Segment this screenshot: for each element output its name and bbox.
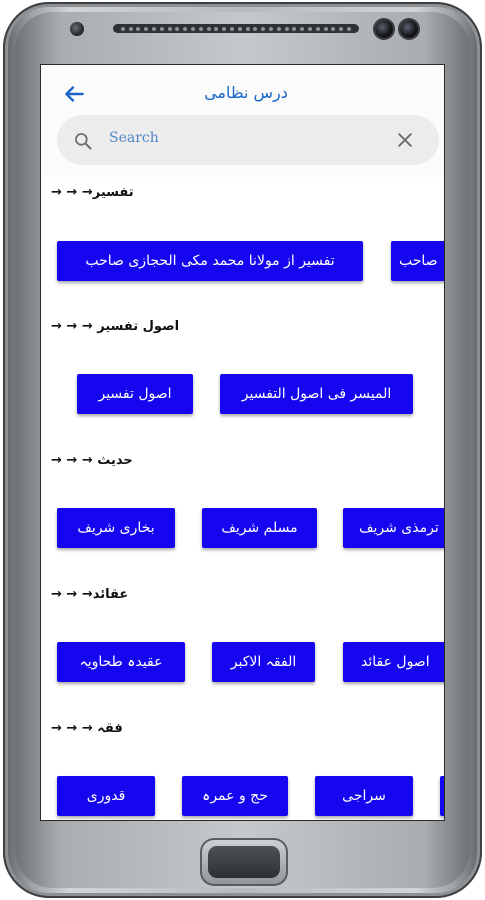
chip-row-aqaid [41, 642, 444, 682]
search-bar[interactable] [57, 115, 439, 165]
chip-row-fiqh [41, 776, 444, 816]
chip-row-tafsir [41, 241, 444, 281]
section-header-fiqh: → → → فقہ [51, 721, 123, 736]
app-screen [40, 64, 445, 821]
book-chip[interactable]: صاحب [391, 241, 445, 281]
chip-row-hadith [41, 508, 444, 548]
camera-icon [400, 20, 418, 38]
book-chip[interactable]: بخاری شریف [57, 508, 175, 548]
book-chip[interactable] [440, 776, 445, 816]
close-icon[interactable] [395, 130, 415, 150]
book-chip[interactable]: اصول تفسیر [77, 374, 193, 414]
arrow-left-icon[interactable] [61, 81, 87, 107]
search-icon [73, 131, 93, 151]
search-input[interactable] [109, 127, 369, 149]
page-title: درس نظامی [204, 83, 288, 102]
section-header-aqaid: → → →عقائد [51, 587, 129, 602]
section-header-tafsir: → → →تفسیر [51, 185, 134, 200]
home-button[interactable] [200, 838, 288, 886]
camera-icon [375, 20, 393, 38]
book-chip[interactable]: الفقہ الاکبر [212, 642, 315, 682]
book-chip[interactable]: عقیدہ طحاویہ [57, 642, 185, 682]
book-chip[interactable]: اصول عقائد [343, 642, 445, 682]
earpiece-speaker [113, 24, 359, 33]
book-chip[interactable]: حج و عمرہ [182, 776, 288, 816]
section-header-hadith: → → → حدیث [51, 453, 133, 468]
app-bar [41, 65, 444, 177]
book-chip[interactable]: سراجی [315, 776, 413, 816]
chip-row-usool-tafsir [41, 374, 444, 414]
sections-list [41, 177, 444, 821]
book-chip[interactable]: قدوری [57, 776, 155, 816]
book-chip[interactable]: مسلم شریف [202, 508, 317, 548]
book-chip[interactable]: ترمذی شریف [343, 508, 445, 548]
book-chip[interactable]: المیسر فی اصول التفسیر [220, 374, 413, 414]
front-sensor-icon [70, 22, 84, 36]
book-chip[interactable]: تفسیر از مولانا محمد مکی الحجازی صاحب [57, 241, 363, 281]
section-header-usool-tafsir: → → → اصول تفسیر [51, 319, 180, 334]
